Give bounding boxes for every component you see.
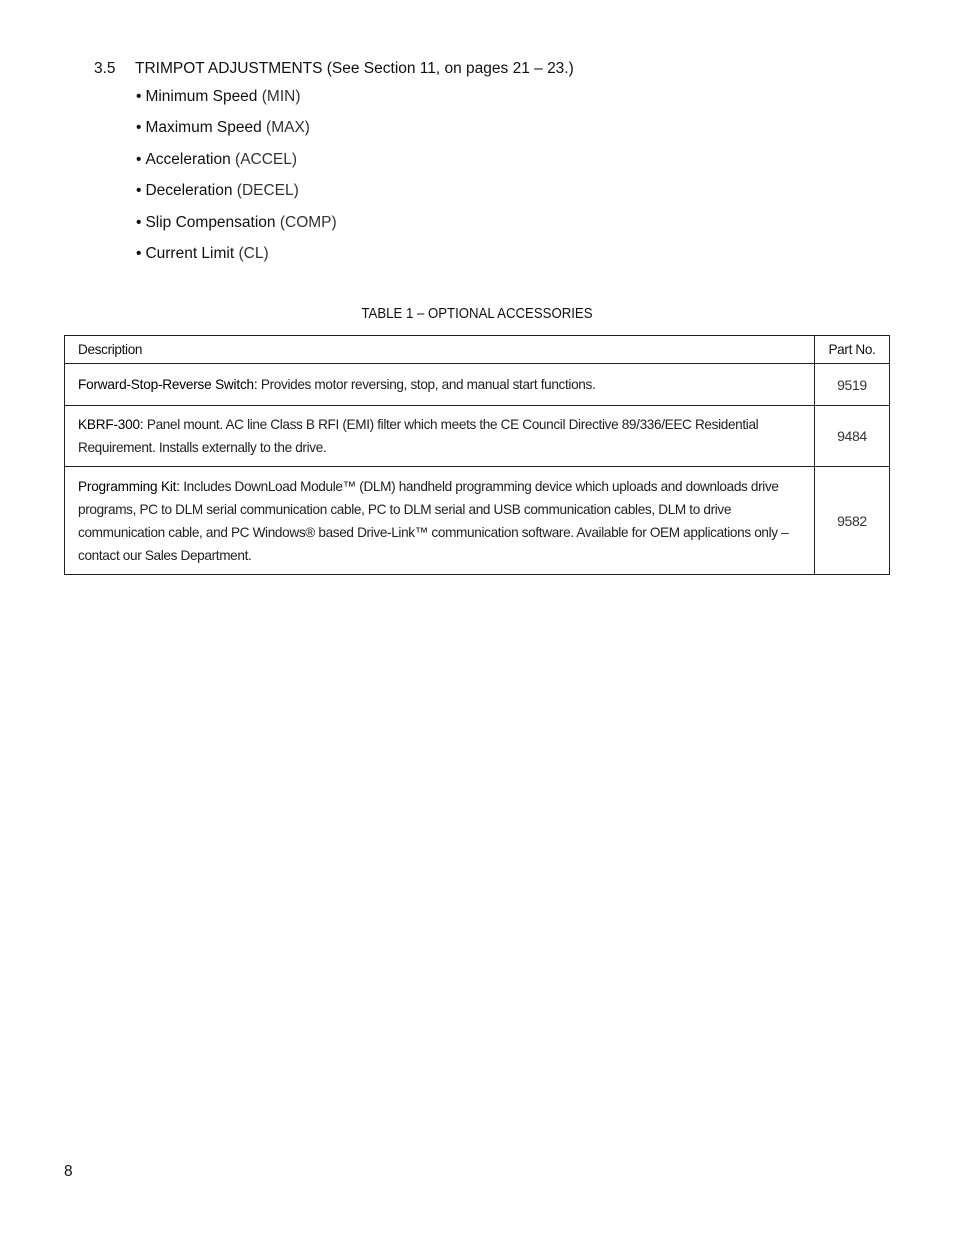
accessory-name: Forward-Stop-Reverse Switch: xyxy=(78,377,258,392)
table-row xyxy=(65,467,890,575)
trimpot-name: Deceleration xyxy=(145,182,233,200)
bullet-icon: • xyxy=(136,88,142,105)
table-title: TABLE 1 – OPTIONAL ACCESSORIES xyxy=(361,305,593,322)
trimpot-name: Maximum Speed xyxy=(145,119,262,137)
trimpot-abbr: (DECEL) xyxy=(236,182,299,200)
list-item xyxy=(136,118,337,149)
trimpot-name: Slip Compensation xyxy=(145,213,276,231)
column-header-part-no: Part No. xyxy=(815,336,890,364)
section-number: 3.5 xyxy=(94,60,116,77)
page-number: 8 xyxy=(64,1163,73,1180)
trimpot-abbr: (COMP) xyxy=(279,213,337,231)
part-number-cell: 9484 xyxy=(815,406,890,467)
part-number-cell: 9582 xyxy=(815,467,890,575)
trimpot-abbr: (ACCEL) xyxy=(235,150,298,168)
bullet-icon: • xyxy=(136,150,142,168)
description-cell xyxy=(65,467,815,575)
accessory-name: Programming Kit: xyxy=(78,478,180,494)
accessory-description: Panel mount. AC line Class B RFI (EMI) filter which meets the CE Council Directive 89/336/EEC Residential Requirement. Installs externally to the drive. xyxy=(78,417,759,455)
list-item xyxy=(136,150,337,181)
trimpot-list xyxy=(136,87,337,275)
bullet-icon: • xyxy=(136,244,142,262)
bullet-icon: • xyxy=(136,213,142,231)
trimpot-name: Minimum Speed xyxy=(145,88,258,105)
accessory-name: KBRF-300: xyxy=(78,417,144,432)
part-number-cell: 9519 xyxy=(815,364,890,406)
trimpot-name: Current Limit xyxy=(145,244,235,262)
description-cell xyxy=(65,364,815,406)
list-item xyxy=(136,244,337,275)
section-heading xyxy=(94,60,574,78)
column-header-description: Description xyxy=(65,336,815,364)
trimpot-abbr: (MAX) xyxy=(266,119,310,137)
list-item xyxy=(136,87,337,118)
description-cell xyxy=(65,406,815,467)
list-item xyxy=(136,213,337,244)
accessory-description: Includes DownLoad Module™ (DLM) handheld programming device which uploads and downloads drive programs, PC to DLM serial communication cable, PC to DLM serial and USB communication cables, DLM to drive communication cable, and PC Windows® based Drive-Link™ communication software. Available for OEM applications only – contact our Sales Department. xyxy=(78,478,789,563)
bullet-icon: • xyxy=(136,119,142,137)
accessories-table xyxy=(64,335,890,575)
section-title: TRIMPOT ADJUSTMENTS (See Section 11, on pages 21 – 23.) xyxy=(135,60,574,77)
table-row xyxy=(65,364,890,406)
trimpot-abbr: (CL) xyxy=(238,244,269,262)
trimpot-abbr: (MIN) xyxy=(261,88,301,105)
list-item xyxy=(136,181,337,212)
accessory-description: Provides motor reversing, stop, and manual start functions. xyxy=(257,377,596,392)
trimpot-name: Acceleration xyxy=(145,150,231,168)
bullet-icon: • xyxy=(136,182,142,200)
table-header-row xyxy=(65,336,890,364)
table-row xyxy=(65,406,890,467)
